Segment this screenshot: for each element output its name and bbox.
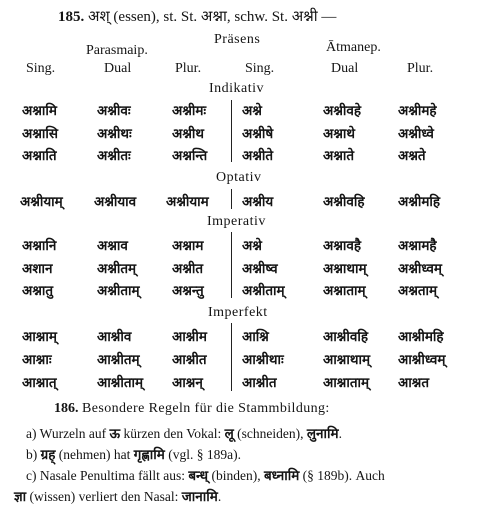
form-cell: आश्नीव xyxy=(97,329,132,345)
form-cell: अश्नीताम् xyxy=(242,283,285,299)
form-cell: आश्नीताम् xyxy=(97,375,144,391)
form-cell: अश्नीताम् xyxy=(97,283,140,299)
form-cell: अश्नातु xyxy=(22,283,54,299)
form-cell: आश्नीत xyxy=(172,352,207,368)
rule-text: . xyxy=(217,489,222,504)
form-cell: आश्नि xyxy=(242,329,269,345)
number-header-sing-1: Sing. xyxy=(26,61,56,76)
number-header-dual-2: Dual xyxy=(331,61,359,76)
form-cell: आश्नीतम् xyxy=(97,352,140,368)
paragraph-number: 185. xyxy=(58,9,85,25)
sanskrit-term: जानामि xyxy=(181,489,218,505)
form-cell: अश्नीतः xyxy=(97,148,131,164)
rule-text: (wissen) verliert den Nasal: xyxy=(29,489,179,504)
form-cell: आश्नाम् xyxy=(22,329,57,345)
form-cell: अश्नाति xyxy=(22,148,57,164)
form-cell: अश्नाते xyxy=(323,148,355,164)
number-header-plur-1: Plur. xyxy=(175,61,202,76)
form-cell: अश्ने xyxy=(242,103,262,119)
column-divider xyxy=(231,100,232,162)
paragraph-header xyxy=(58,6,336,26)
paragraph-186-heading xyxy=(54,401,330,417)
sanskrit-term: लू xyxy=(224,426,234,442)
number-header-dual-1: Dual xyxy=(104,61,132,76)
rule-item-b xyxy=(26,445,241,463)
form-cell: अश्नताम् xyxy=(398,283,438,299)
sanskrit-term: ज्ञा xyxy=(14,489,27,505)
paragraph-header-text: अश् (essen), st. St. अश्ना, schw. St. अश्नी — xyxy=(88,9,337,25)
form-cell: आश्नीवहि xyxy=(323,329,369,345)
sanskrit-term: लुनामि xyxy=(306,426,339,442)
form-cell: अश्नीवहे xyxy=(323,103,362,119)
form-cell: अश्ने xyxy=(242,238,262,254)
form-cell: अश्नीयाम xyxy=(166,194,209,210)
rule-text: (schneiden), xyxy=(237,426,304,441)
rule-text: (§ 189b). Auch xyxy=(302,468,385,483)
rule-text: a) Wurzeln auf xyxy=(26,426,107,441)
form-cell: अश्नाथे xyxy=(323,126,355,142)
form-cell: आश्नाताम् xyxy=(323,375,370,391)
column-divider xyxy=(231,323,232,391)
column-divider xyxy=(231,189,232,209)
rule-item-a xyxy=(26,424,342,442)
form-cell: अश्नन्तु xyxy=(172,283,204,299)
paragraph-heading-text: Besondere Regeln für die Stammbildung: xyxy=(82,401,330,416)
form-cell: अश्नीष्व xyxy=(242,261,278,277)
sanskrit-term: बन्ध् xyxy=(188,468,209,484)
paragraph-number: 186. xyxy=(54,401,79,416)
form-cell: अश्नासि xyxy=(22,126,58,142)
rule-text: c) Nasale Penultima fällt aus: xyxy=(26,468,185,483)
rule-text: (binden), xyxy=(211,468,261,483)
form-cell: अशान xyxy=(22,261,53,277)
sanskrit-term: बध्नामि xyxy=(263,468,300,484)
form-cell: अश्नीत xyxy=(172,261,204,277)
section-title-indikativ: Indikativ xyxy=(209,81,265,96)
atmanepada-header: Ātmanep. xyxy=(326,40,381,55)
rule-text: (vgl. § 189a). xyxy=(168,447,241,462)
form-cell: अश्नीध्वम् xyxy=(398,261,443,277)
form-cell: आश्नाः xyxy=(22,352,52,368)
form-cell: आश्नत xyxy=(398,375,430,391)
form-cell: आश्नन् xyxy=(172,375,203,391)
form-cell: अश्नीमः xyxy=(172,103,207,119)
form-cell: आश्नात् xyxy=(22,375,57,391)
column-divider xyxy=(231,232,232,298)
form-cell: अश्नानि xyxy=(22,238,57,254)
form-cell: अश्नीमहि xyxy=(398,194,441,210)
form-cell: आश्नीमहि xyxy=(398,329,444,345)
form-cell: अश्नीतम् xyxy=(97,261,137,277)
tense-title: Präsens xyxy=(214,32,261,47)
section-title-imperfekt: Imperfekt xyxy=(208,305,268,320)
form-cell: अश्नीते xyxy=(242,148,274,164)
rule-item-c-continued xyxy=(14,487,221,505)
sanskrit-term: गृह्णामि xyxy=(133,447,165,463)
rule-text: b) xyxy=(26,447,38,462)
form-cell: अश्नामहै xyxy=(398,238,437,254)
section-title-optativ: Optativ xyxy=(216,170,262,185)
form-cell: अश्नीयाम् xyxy=(20,194,63,210)
form-cell: अश्नीमहे xyxy=(398,103,437,119)
rule-text: . xyxy=(338,426,342,441)
form-cell: अश्नीषे xyxy=(242,126,274,142)
form-cell: अश्नीय xyxy=(242,194,274,210)
form-cell: आश्नीथाः xyxy=(242,352,284,368)
form-cell: अश्नीवः xyxy=(97,103,131,119)
form-cell: अश्नीवहि xyxy=(323,194,365,210)
form-cell: अश्नाताम् xyxy=(323,283,366,299)
form-cell: अश्नीध्वे xyxy=(398,126,434,142)
form-cell: अश्नामि xyxy=(22,103,57,119)
rule-text: (nehmen) hat xyxy=(58,447,131,462)
form-cell: अश्नीथः xyxy=(97,126,132,142)
form-cell: आश्नीध्वम् xyxy=(398,352,446,368)
form-cell: आश्नीम xyxy=(172,329,207,345)
rule-text: kürzen den Vokal: xyxy=(123,426,222,441)
section-title-imperativ: Imperativ xyxy=(207,214,266,229)
form-cell: अश्नाव xyxy=(97,238,128,254)
form-cell: अश्नते xyxy=(398,148,426,164)
form-cell: अश्नीयाव xyxy=(94,194,137,210)
parasmaipada-header: Parasmaip. xyxy=(86,43,148,58)
number-header-sing-2: Sing. xyxy=(245,61,275,76)
form-cell: आश्नीत xyxy=(242,375,277,391)
rule-item-c xyxy=(26,466,385,484)
form-cell: अश्नावहै xyxy=(323,238,362,254)
form-cell: अश्नाम xyxy=(172,238,204,254)
form-cell: आश्नाथाम् xyxy=(323,352,371,368)
sanskrit-term: ग्रह् xyxy=(40,447,56,463)
form-cell: अश्नन्ति xyxy=(172,148,208,164)
form-cell: अश्नाथाम् xyxy=(323,261,367,277)
number-header-plur-2: Plur. xyxy=(407,61,434,76)
form-cell: अश्नीथ xyxy=(172,126,204,142)
sanskrit-term: ऊ xyxy=(109,426,121,442)
